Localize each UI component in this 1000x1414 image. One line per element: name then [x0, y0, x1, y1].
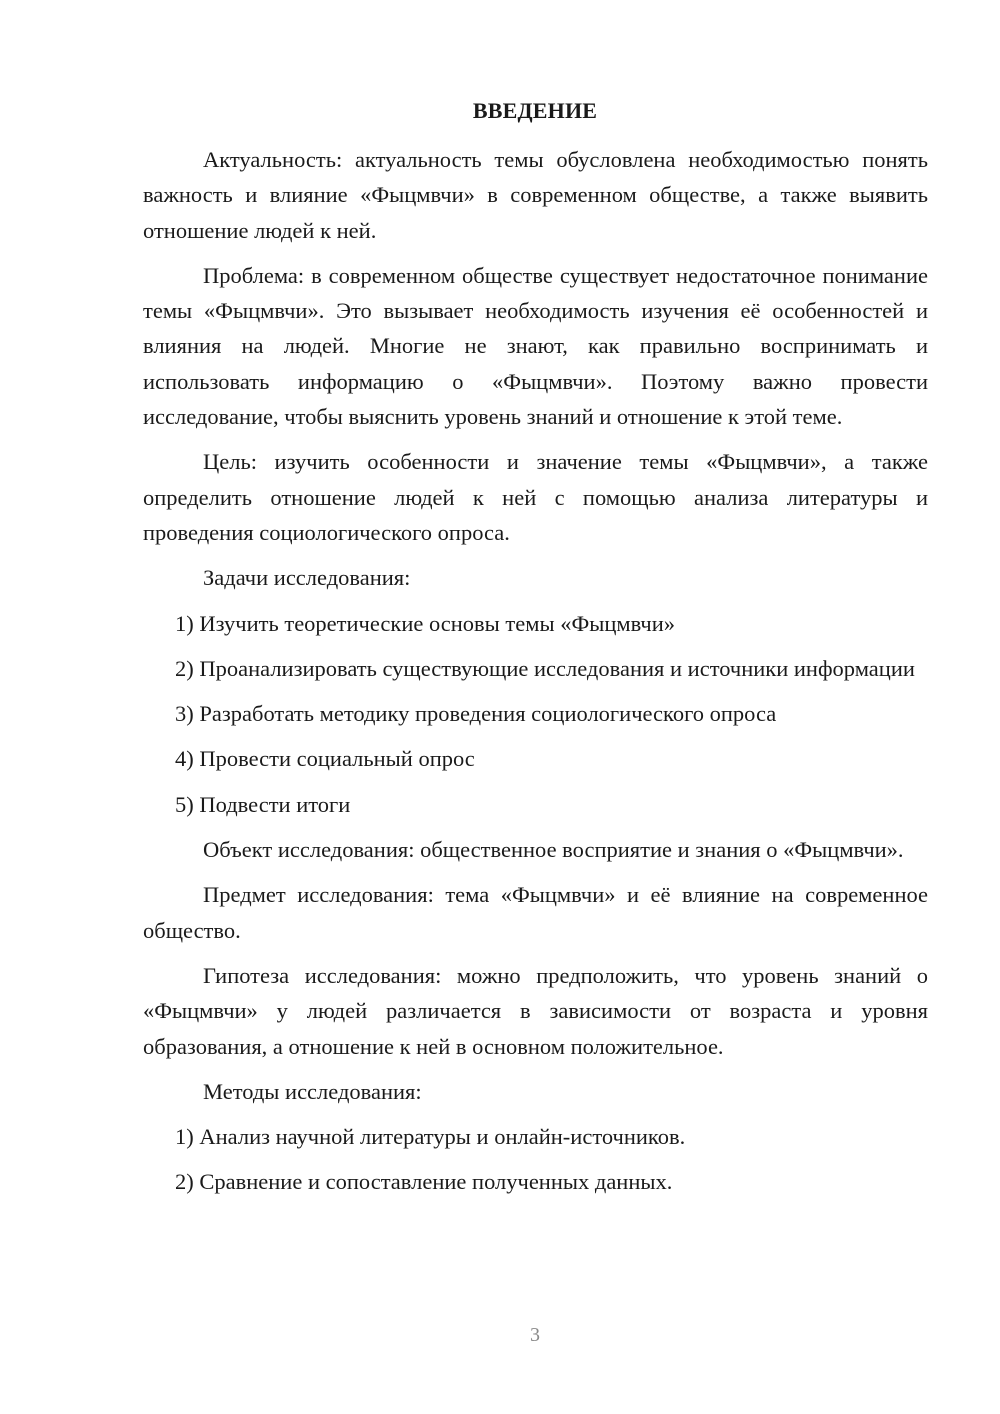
methods-heading: Методы исследования: — [203, 1078, 422, 1104]
task-item-3: 3) Разработать методику проведения социологического опроса — [175, 701, 777, 727]
task-item-2: 2) Проанализировать существующие исследования и источники информации — [175, 655, 915, 681]
paragraph-goal: Цель: изучить особенности и значение темы «Фыцмвчи», а также определить отношение людей к ней с помощью анализа литературы и проведения социологического опроса. — [143, 449, 928, 545]
method-item-1: 1) Анализ научной литературы и онлайн-источников. — [175, 1124, 686, 1150]
task-item-1: 1) Изучить теоретические основы темы «Фыцмвчи» — [175, 610, 676, 636]
paragraph-problem: Проблема: в современном обществе существует недостаточное понимание темы «Фыцмвчи». Это вызывает необходимость изучения её особенностей и влияния на людей. Многие не знают, как правильно воспринимать и использовать информацию о «Фыцмвчи». Поэтому важно провести исследование, чтобы выяснить уровень знаний и отношение к этой теме. — [143, 262, 928, 430]
tasks-heading: Задачи исследования: — [203, 565, 411, 591]
document-body — [143, 142, 928, 1210]
method-item-2: 2) Сравнение и сопоставление полученных данных. — [175, 1169, 673, 1195]
page-number: 3 — [530, 1324, 540, 1346]
paragraph-subject: Предмет исследования: тема «Фыцмвчи» и её влияние на современное общество. — [143, 882, 928, 943]
section-title: ВВЕДЕНИЕ — [472, 98, 598, 123]
paragraph-relevance: Актуальность: актуальность темы обусловлена необходимостью понять важность и влияние «Фыцмвчи» в современном обществе, а также выявить отношение людей к ней. — [143, 147, 928, 243]
paragraph-object: Объект исследования: общественное восприятие и знания о «Фыцмвчи». — [203, 837, 904, 863]
paragraph-hypothesis: Гипотеза исследования: можно предположить, что уровень знаний о «Фыцмвчи» у людей различается в зависимости от возраста и уровня образования, а отношение к ней в основном положительное. — [143, 962, 928, 1059]
task-item-4: 4) Провести социальный опрос — [175, 746, 475, 772]
task-item-5: 5) Подвести итоги — [175, 791, 351, 817]
